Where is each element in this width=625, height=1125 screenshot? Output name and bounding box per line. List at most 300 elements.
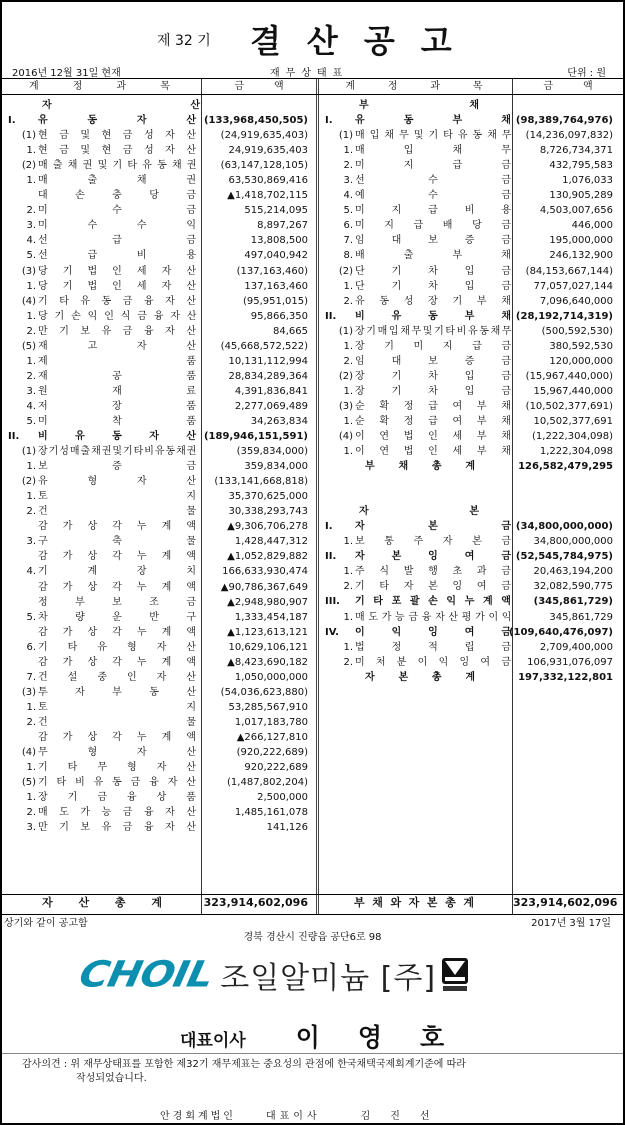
row-number: 3. bbox=[343, 175, 353, 187]
name-char: 산 bbox=[186, 265, 196, 277]
account-name bbox=[38, 730, 196, 745]
row-number: IV. bbox=[325, 626, 339, 638]
name-char: 산 bbox=[186, 822, 196, 834]
statement-subheader bbox=[12, 64, 612, 78]
name-char: 형 bbox=[87, 476, 98, 488]
name-char: 급 bbox=[112, 235, 122, 247]
account-name bbox=[38, 384, 196, 399]
name-char: 수 bbox=[112, 205, 122, 217]
table-row bbox=[2, 625, 316, 640]
name-char: 순 bbox=[355, 415, 365, 427]
audit-text: 위 재무상태표를 포함한 제32기 재무제표는 중요성의 관점에 한국채택국제회계기준에 따라 bbox=[70, 1059, 466, 1070]
name-char: 기 bbox=[59, 325, 69, 337]
account-name bbox=[38, 143, 196, 158]
name-char: 충 bbox=[112, 190, 122, 202]
name-char: 자 bbox=[75, 686, 85, 698]
name-char: 단 bbox=[355, 280, 365, 292]
name-char: 타 bbox=[56, 777, 67, 789]
table-row bbox=[319, 414, 623, 429]
name-char: 금 bbox=[186, 190, 196, 202]
logo-korean: 조일알미늄 [주] bbox=[220, 961, 437, 996]
name-char: 금 bbox=[501, 370, 511, 382]
name-char: 기 bbox=[366, 325, 376, 337]
amount: 920,222,689 bbox=[244, 762, 308, 774]
name-char: 계 bbox=[161, 626, 172, 638]
name-char: 상 bbox=[87, 551, 98, 563]
row-number: 2. bbox=[343, 295, 353, 307]
table-row bbox=[319, 233, 623, 248]
name-char: 인 bbox=[104, 310, 114, 322]
name-char: 무 bbox=[501, 130, 511, 142]
name-char: 미 bbox=[355, 656, 365, 668]
table-row bbox=[2, 504, 316, 519]
row-number: 5. bbox=[26, 250, 36, 262]
name-char: 가 bbox=[475, 611, 485, 623]
account-name bbox=[38, 670, 196, 685]
name-char: 반 bbox=[149, 611, 159, 623]
name-char: 산 bbox=[186, 145, 196, 157]
name-char: 평 bbox=[461, 611, 471, 623]
table-row bbox=[2, 820, 316, 835]
table-row bbox=[2, 309, 316, 324]
name-char: 보 bbox=[80, 325, 91, 337]
name-char: 금 bbox=[501, 265, 511, 277]
amount: 63,530,869,416 bbox=[228, 175, 308, 187]
name-char: 여 bbox=[476, 581, 487, 593]
name-char: 금 bbox=[501, 566, 511, 578]
name-char: 자 bbox=[136, 476, 147, 488]
name-char: 대 bbox=[38, 190, 48, 202]
account-name bbox=[355, 173, 511, 188]
table-row bbox=[319, 143, 623, 158]
name-char: 금 bbox=[501, 536, 511, 548]
amount: 446,000 bbox=[571, 220, 613, 232]
name-char: 금 bbox=[122, 130, 133, 142]
name-char: 권 bbox=[186, 175, 196, 187]
name-char: 성 bbox=[403, 295, 414, 307]
divider bbox=[2, 1053, 623, 1054]
amount: 34,263,834 bbox=[250, 415, 308, 427]
name-char: 각 bbox=[112, 656, 122, 668]
account-name bbox=[355, 625, 511, 640]
name-char: 액 bbox=[501, 596, 511, 608]
table-row bbox=[2, 564, 316, 579]
name-char: 채 bbox=[501, 400, 511, 412]
name-char: 산 bbox=[78, 896, 90, 909]
name-char: 법 bbox=[87, 265, 98, 277]
amount: (920,222,689) bbox=[236, 747, 308, 759]
name-char: 과 bbox=[476, 566, 487, 578]
subtotal-amount: 197,332,122,801 bbox=[518, 671, 613, 683]
name-char: 매 bbox=[69, 446, 79, 458]
name-char: 기 bbox=[38, 641, 48, 653]
table-row bbox=[319, 218, 623, 233]
name-char: 자 bbox=[136, 115, 147, 127]
name-char: 중 bbox=[97, 671, 107, 683]
account-name bbox=[355, 369, 511, 384]
amount: (133,141,668,818) bbox=[214, 476, 308, 488]
name-char: 구 bbox=[38, 536, 48, 548]
name-char: 기 bbox=[38, 762, 48, 774]
name-char: 본 bbox=[469, 506, 479, 518]
account-name bbox=[38, 203, 196, 218]
name-char: 량 bbox=[75, 611, 85, 623]
name-char: 무 bbox=[411, 325, 421, 337]
name-char: 채 bbox=[452, 145, 463, 157]
account-name bbox=[38, 444, 196, 459]
row-number: 1. bbox=[343, 446, 353, 458]
amount: (500,592,530) bbox=[541, 325, 613, 337]
name-char: 잉 bbox=[452, 581, 463, 593]
name-char: 자 bbox=[161, 265, 172, 277]
name-char: 건 bbox=[38, 506, 48, 518]
row-number: (4) bbox=[21, 295, 36, 307]
account-name bbox=[38, 173, 196, 188]
name-char: 행 bbox=[428, 566, 438, 578]
name-char: 감 bbox=[38, 521, 48, 533]
name-char: 및 bbox=[80, 145, 91, 157]
row-number: 6. bbox=[343, 220, 353, 232]
header-amount-left bbox=[202, 79, 316, 95]
amount: 15,967,440,000 bbox=[533, 385, 613, 397]
name-char: 차 bbox=[428, 265, 438, 277]
name-char: 기 bbox=[355, 581, 365, 593]
name-char: 매 bbox=[38, 160, 48, 172]
name-char: 비 bbox=[144, 446, 154, 458]
equity-section-header bbox=[319, 504, 623, 519]
account-name bbox=[355, 414, 511, 429]
row-number: 1. bbox=[343, 385, 353, 397]
amount: (189,946,151,591) bbox=[203, 431, 308, 443]
name-char: 금 bbox=[186, 205, 196, 217]
table-row bbox=[319, 610, 623, 625]
name-char: 자 bbox=[359, 506, 369, 518]
header-char: 목 bbox=[160, 81, 170, 92]
name-char: 가 bbox=[62, 551, 73, 563]
name-char: 금 bbox=[97, 792, 107, 804]
name-char: 와 bbox=[390, 896, 402, 909]
table-row bbox=[2, 670, 316, 685]
table-row bbox=[2, 188, 316, 203]
name-char: 기 bbox=[62, 265, 73, 277]
name-char: 상 bbox=[87, 626, 98, 638]
name-char: 유 bbox=[355, 115, 365, 127]
name-char: 당 bbox=[38, 265, 48, 277]
account-name bbox=[355, 128, 511, 143]
name-char: 상 bbox=[87, 521, 98, 533]
auditor-signature bbox=[160, 1107, 450, 1122]
name-char: 유 bbox=[391, 310, 402, 322]
name-char: 융 bbox=[421, 611, 431, 623]
amount: 4,391,836,841 bbox=[234, 385, 308, 397]
account-name bbox=[38, 399, 196, 414]
name-char: 무 bbox=[501, 325, 511, 337]
name-char: 형 bbox=[126, 762, 137, 774]
name-char: 금 bbox=[59, 145, 69, 157]
name-char: 여 bbox=[452, 415, 463, 427]
table-row bbox=[2, 685, 316, 700]
name-char: 채 bbox=[501, 310, 511, 322]
account-name bbox=[355, 610, 511, 625]
name-char: 출 bbox=[403, 250, 414, 262]
name-char: 료 bbox=[186, 385, 196, 397]
name-char: 급 bbox=[413, 220, 424, 232]
section-title bbox=[359, 98, 479, 113]
name-char: 연 bbox=[379, 446, 390, 458]
account-name bbox=[355, 444, 511, 459]
table-row bbox=[319, 339, 623, 354]
amount: 141,126 bbox=[266, 822, 308, 834]
account-name bbox=[355, 354, 511, 369]
name-char: 입 bbox=[369, 130, 379, 142]
name-char: 지 bbox=[186, 491, 196, 503]
table-row bbox=[2, 459, 316, 474]
row-number: (4) bbox=[21, 747, 36, 759]
name-char: 여 bbox=[480, 656, 491, 668]
row-number: 2. bbox=[26, 716, 36, 728]
name-char: 기 bbox=[428, 130, 438, 142]
name-char: 유 bbox=[38, 476, 48, 488]
name-char: 금 bbox=[501, 220, 511, 232]
name-char: 누 bbox=[136, 521, 147, 533]
account-name bbox=[355, 564, 511, 579]
amount: (359,834,000) bbox=[236, 446, 308, 458]
amount: 166,633,930,474 bbox=[222, 566, 308, 578]
name-char: 기 bbox=[59, 822, 69, 834]
subtotal-label bbox=[365, 459, 475, 474]
name-char: 금 bbox=[130, 777, 141, 789]
name-char: 및 bbox=[97, 160, 107, 172]
amount: 35,370,625,000 bbox=[228, 491, 308, 503]
name-char: 부 bbox=[354, 896, 365, 909]
account-name bbox=[355, 113, 511, 128]
name-char: 선 bbox=[355, 175, 365, 187]
row-number: (2) bbox=[21, 160, 36, 172]
table-row bbox=[2, 745, 316, 760]
amount: 106,931,076,097 bbox=[527, 656, 613, 668]
name-char: 총 bbox=[114, 896, 126, 909]
amount: 10,502,377,691 bbox=[533, 415, 613, 427]
name-char: 세 bbox=[136, 265, 147, 277]
account-name bbox=[355, 279, 511, 294]
name-char: 대 bbox=[391, 355, 402, 367]
table-row bbox=[2, 384, 316, 399]
name-char: 동 bbox=[157, 160, 167, 172]
name-char: 원 bbox=[38, 385, 48, 397]
notice-statement: 상기와 같이 공고함 bbox=[4, 918, 88, 929]
amount: 497,040,942 bbox=[244, 250, 308, 262]
account-name bbox=[38, 580, 196, 595]
auditor-name: 김진선 bbox=[360, 1111, 450, 1122]
name-char: 급 bbox=[472, 340, 482, 352]
name-char: 동 bbox=[149, 686, 159, 698]
name-char: 미 bbox=[413, 340, 424, 352]
table-row bbox=[2, 339, 316, 354]
name-char: 예 bbox=[355, 190, 365, 202]
amount: 359,834,000 bbox=[244, 461, 308, 473]
row-number: 4. bbox=[26, 235, 36, 247]
name-char: 지 bbox=[384, 220, 394, 232]
table-row bbox=[2, 354, 316, 369]
account-name bbox=[38, 760, 196, 775]
name-char: 급 bbox=[87, 250, 98, 262]
name-char: 여 bbox=[452, 400, 463, 412]
name-char: 자 bbox=[165, 130, 175, 142]
name-char: 매 bbox=[355, 145, 365, 157]
table-row bbox=[2, 218, 316, 233]
name-char: 각 bbox=[112, 551, 122, 563]
amount: 246,132,900 bbox=[549, 250, 613, 262]
name-char: 장 bbox=[136, 566, 147, 578]
account-name bbox=[38, 610, 196, 625]
name-char: 금 bbox=[501, 385, 511, 397]
name-char: 가 bbox=[62, 521, 73, 533]
name-char: 급 bbox=[428, 205, 438, 217]
account-name bbox=[38, 113, 196, 128]
row-number: 1. bbox=[343, 280, 353, 292]
name-char: 보 bbox=[428, 355, 438, 367]
name-char: 이 bbox=[355, 446, 365, 458]
name-char: 매 bbox=[355, 611, 365, 623]
name-char: 본 bbox=[398, 671, 409, 683]
name-char: 입 bbox=[388, 325, 398, 337]
amount: 2,500,000 bbox=[257, 792, 308, 804]
account-name bbox=[38, 429, 196, 444]
name-char: 금 bbox=[501, 160, 511, 172]
header-account-right bbox=[329, 79, 499, 95]
name-char: 입 bbox=[403, 145, 414, 157]
table-row bbox=[2, 294, 316, 309]
name-char: 산 bbox=[186, 310, 196, 322]
name-char: 부 bbox=[112, 686, 122, 698]
name-char: 산 bbox=[186, 641, 196, 653]
amount: (109,640,476,097) bbox=[508, 626, 613, 638]
name-char: 가 bbox=[62, 731, 73, 743]
table-row bbox=[319, 203, 623, 218]
name-char: 재 bbox=[38, 340, 48, 352]
row-number: 7. bbox=[26, 671, 36, 683]
name-char: 금 bbox=[408, 611, 418, 623]
name-char: 본 bbox=[428, 581, 438, 593]
name-char: 운 bbox=[112, 611, 122, 623]
account-name bbox=[38, 700, 196, 715]
row-number: 3. bbox=[26, 385, 36, 397]
amount: ▲266,127,810 bbox=[236, 731, 308, 743]
name-char: 각 bbox=[112, 626, 122, 638]
name-char: 누 bbox=[136, 656, 147, 668]
account-name bbox=[355, 655, 511, 670]
name-char: 장 bbox=[428, 295, 438, 307]
name-char: 형 bbox=[126, 641, 137, 653]
name-char: 수 bbox=[136, 220, 147, 232]
name-char: 수 bbox=[428, 175, 438, 187]
name-char: 입 bbox=[464, 265, 475, 277]
table-row bbox=[2, 805, 316, 820]
name-char: 익 bbox=[438, 656, 449, 668]
name-char: 비 bbox=[136, 250, 147, 262]
header-char: 목 bbox=[472, 81, 483, 92]
title-row bbox=[0, 12, 625, 60]
name-char: 이 bbox=[417, 656, 428, 668]
audit-label: 감사의견 : bbox=[22, 1059, 68, 1070]
name-char: 기 bbox=[434, 325, 444, 337]
name-char: 미 bbox=[38, 205, 48, 217]
name-char: 자 bbox=[442, 536, 453, 548]
subtotal-label bbox=[365, 670, 475, 685]
row-number: (2) bbox=[21, 476, 36, 488]
name-char: 금 bbox=[501, 626, 511, 638]
row-number: 1. bbox=[343, 536, 353, 548]
name-char: 토 bbox=[38, 701, 48, 713]
name-char: 누 bbox=[136, 626, 147, 638]
name-char: 가 bbox=[62, 581, 73, 593]
name-char: 계 bbox=[87, 566, 98, 578]
assets-total-label bbox=[42, 895, 162, 911]
table-row bbox=[2, 715, 316, 730]
name-char: 부 bbox=[476, 431, 487, 443]
name-char: 기 bbox=[452, 295, 463, 307]
name-char: 자 bbox=[167, 777, 178, 789]
amount: (98,389,764,976) bbox=[515, 115, 613, 127]
table-row bbox=[2, 595, 316, 610]
table-row bbox=[319, 173, 623, 188]
name-char: 식 bbox=[120, 310, 130, 322]
name-char: 익 bbox=[186, 220, 196, 232]
name-char: 통 bbox=[384, 536, 394, 548]
name-char: 선 bbox=[38, 235, 48, 247]
name-char: 동 bbox=[112, 431, 122, 443]
row-number: 2. bbox=[26, 370, 36, 382]
name-char: 기 bbox=[38, 777, 48, 789]
amount: (28,192,714,319) bbox=[515, 310, 613, 322]
name-char: 보 bbox=[428, 235, 438, 247]
certification-mark-icon bbox=[440, 957, 470, 993]
name-char: 식 bbox=[379, 566, 390, 578]
auditor-title: 대표이사 bbox=[265, 1111, 321, 1122]
name-char: 순 bbox=[355, 400, 365, 412]
name-char: 지 bbox=[403, 160, 414, 172]
name-char: 비 bbox=[355, 310, 365, 322]
name-char: 손 bbox=[428, 596, 438, 608]
name-char: 계 bbox=[161, 551, 172, 563]
amount: 515,214,095 bbox=[244, 205, 308, 217]
name-char: 현 bbox=[101, 130, 112, 142]
row-number: 1. bbox=[26, 145, 36, 157]
name-char: 융 bbox=[143, 295, 154, 307]
name-char: 손 bbox=[71, 310, 81, 322]
name-char: 산 bbox=[186, 295, 196, 307]
row-number: 5. bbox=[26, 611, 36, 623]
name-char: 기 bbox=[391, 280, 402, 292]
account-name bbox=[38, 805, 196, 820]
row-number: (1) bbox=[21, 446, 36, 458]
amount: 20,463,194,200 bbox=[533, 566, 613, 578]
name-char: 출 bbox=[52, 160, 62, 172]
table-row bbox=[319, 113, 623, 128]
name-char: 금 bbox=[501, 355, 511, 367]
row-number: I. bbox=[8, 115, 16, 127]
name-char: 현 bbox=[38, 130, 48, 142]
amount: 137,163,460 bbox=[244, 280, 308, 292]
account-name bbox=[38, 655, 196, 670]
table-row bbox=[319, 128, 623, 143]
name-char: 이 bbox=[355, 626, 365, 638]
row-number: 1. bbox=[26, 701, 36, 713]
account-name bbox=[38, 188, 196, 203]
name-char: 지 bbox=[186, 701, 196, 713]
name-char: 감 bbox=[38, 731, 48, 743]
grand-total-amount: 323,914,602,096 bbox=[513, 896, 618, 909]
